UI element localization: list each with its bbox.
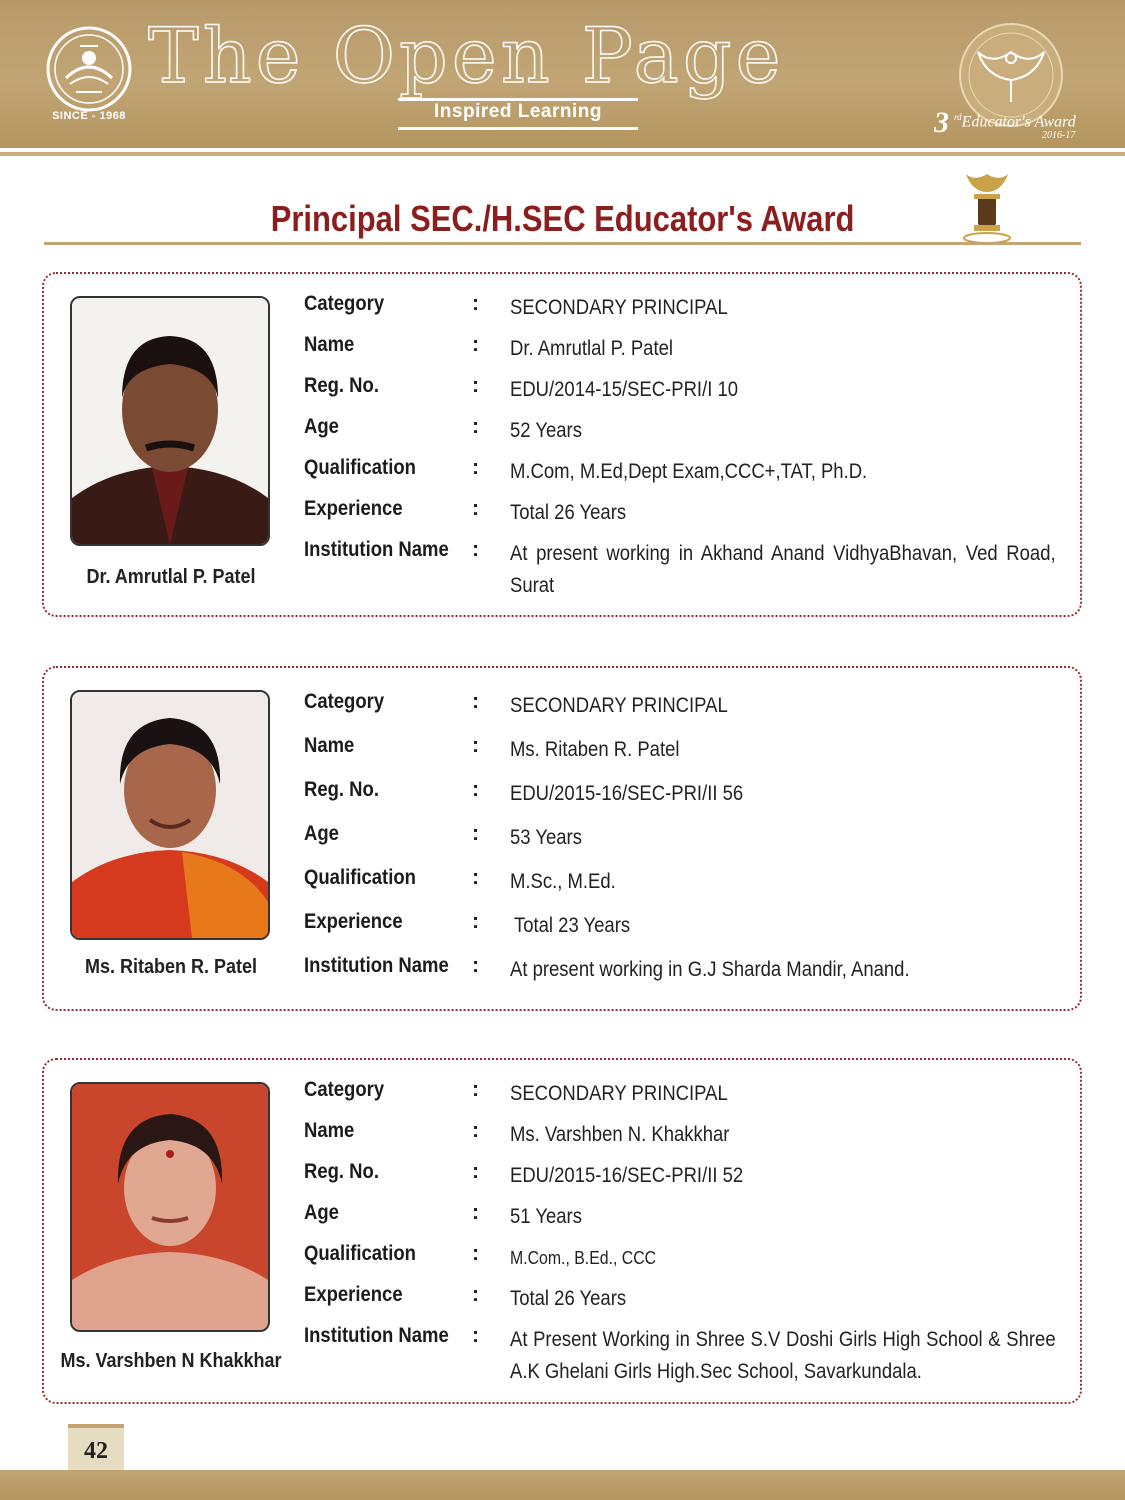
value: Total 26 Years bbox=[510, 501, 627, 524]
awardee-card bbox=[42, 1058, 1082, 1404]
value: At present working in Akhand Anand VidhyaBhavan, Ved Road, Surat bbox=[510, 542, 1056, 597]
header-divider bbox=[0, 152, 1125, 156]
header-band bbox=[0, 0, 1125, 148]
award-label bbox=[954, 112, 1076, 131]
label: Qualification bbox=[304, 866, 416, 889]
colon: : bbox=[472, 538, 479, 561]
page-number: 42 bbox=[68, 1424, 124, 1470]
portrait-placeholder-icon bbox=[72, 692, 268, 938]
brand-tagline: Inspired Learning bbox=[398, 98, 638, 130]
colon: : bbox=[472, 1160, 479, 1183]
awardee-photo bbox=[70, 1082, 270, 1332]
colon: : bbox=[472, 954, 479, 977]
label: Institution Name bbox=[304, 954, 449, 977]
label: Experience bbox=[304, 910, 403, 933]
value: M.Sc., M.Ed. bbox=[510, 870, 616, 893]
label: Age bbox=[304, 1201, 339, 1224]
label: Name bbox=[304, 1119, 355, 1142]
colon: : bbox=[472, 1242, 479, 1265]
brand-title: The Open Page bbox=[148, 11, 785, 100]
value: Ms. Varshben N. Khakkhar bbox=[510, 1123, 730, 1146]
value: SECONDARY PRINCIPAL bbox=[510, 296, 728, 319]
value: 52 Years bbox=[510, 419, 582, 442]
value: Total 23 Years bbox=[514, 914, 631, 937]
colon: : bbox=[472, 374, 479, 397]
colon: : bbox=[472, 333, 479, 356]
awardee-card bbox=[42, 272, 1082, 617]
value: Total 26 Years bbox=[510, 1287, 627, 1310]
label: Name bbox=[304, 333, 355, 356]
awardee-photo bbox=[70, 296, 270, 546]
label: Qualification bbox=[304, 1242, 416, 1265]
label: Category bbox=[304, 292, 385, 315]
label: Qualification bbox=[304, 456, 416, 479]
colon: : bbox=[472, 910, 479, 933]
colon: : bbox=[472, 734, 479, 757]
label: Reg. No. bbox=[304, 374, 379, 397]
label: Reg. No. bbox=[304, 1160, 379, 1183]
awardee-caption: Dr. Amrutlal P. Patel bbox=[86, 566, 256, 588]
value: SECONDARY PRINCIPAL bbox=[510, 694, 728, 717]
award-year: 2016-17 bbox=[1042, 130, 1076, 141]
value: At present working in G.J Sharda Mandir, Anand. bbox=[510, 958, 910, 981]
colon: : bbox=[472, 292, 479, 315]
value: EDU/2015-16/SEC-PRI/II 56 bbox=[510, 782, 744, 805]
colon: : bbox=[472, 1283, 479, 1306]
label: Category bbox=[304, 1078, 385, 1101]
value: At Present Working in Shree S.V Doshi Girls High School & Shree A.K Ghelani Girls High.Sec School, Savarkundala. bbox=[510, 1328, 1056, 1383]
colon: : bbox=[472, 778, 479, 801]
label: Category bbox=[304, 690, 385, 713]
value: M.Com., B.Ed., CCC bbox=[510, 1248, 657, 1268]
awardee-caption: Ms. Varshben N Khakkhar bbox=[60, 1350, 282, 1372]
value: Dr. Amrutlal P. Patel bbox=[510, 337, 673, 360]
title-divider bbox=[44, 242, 1081, 245]
awardee-caption: Ms. Ritaben R. Patel bbox=[84, 956, 258, 978]
colon: : bbox=[472, 415, 479, 438]
since-label: SINCE - 1968 bbox=[52, 110, 126, 122]
value: M.Com, M.Ed,Dept Exam,CCC+,TAT, Ph.D. bbox=[510, 460, 868, 483]
value: SECONDARY PRINCIPAL bbox=[510, 1082, 728, 1105]
footer-band bbox=[0, 1470, 1125, 1500]
portrait-placeholder-icon bbox=[72, 298, 268, 544]
value: EDU/2014-15/SEC-PRI/I 10 bbox=[510, 378, 739, 401]
label: Institution Name bbox=[304, 1324, 449, 1347]
colon: : bbox=[472, 456, 479, 479]
colon: : bbox=[472, 866, 479, 889]
trophy-icon bbox=[962, 170, 1012, 246]
label: Name bbox=[304, 734, 355, 757]
colon: : bbox=[472, 1201, 479, 1224]
label: Experience bbox=[304, 1283, 403, 1306]
award-name: Educator's Award bbox=[961, 113, 1076, 131]
colon: : bbox=[472, 1324, 479, 1347]
value: 53 Years bbox=[510, 826, 582, 849]
portrait-placeholder-icon bbox=[72, 1084, 268, 1330]
award-number: 3 bbox=[934, 106, 949, 139]
awardee-photo bbox=[70, 690, 270, 940]
label: Age bbox=[304, 415, 339, 438]
colon: : bbox=[472, 690, 479, 713]
colon: : bbox=[472, 1119, 479, 1142]
label: Experience bbox=[304, 497, 403, 520]
value: 51 Years bbox=[510, 1205, 582, 1228]
colon: : bbox=[472, 497, 479, 520]
label: Age bbox=[304, 822, 339, 845]
value: EDU/2015-16/SEC-PRI/II 52 bbox=[510, 1164, 744, 1187]
colon: : bbox=[472, 1078, 479, 1101]
page-title: Principal SEC./H.SEC Educator's Award bbox=[270, 198, 855, 239]
value: Ms. Ritaben R. Patel bbox=[510, 738, 680, 761]
label: Reg. No. bbox=[304, 778, 379, 801]
awardee-card bbox=[42, 666, 1082, 1011]
the-open-page-emblem-icon bbox=[46, 26, 132, 112]
label: Institution Name bbox=[304, 538, 449, 561]
award-ordinal: rd bbox=[954, 112, 962, 122]
colon: : bbox=[472, 822, 479, 845]
